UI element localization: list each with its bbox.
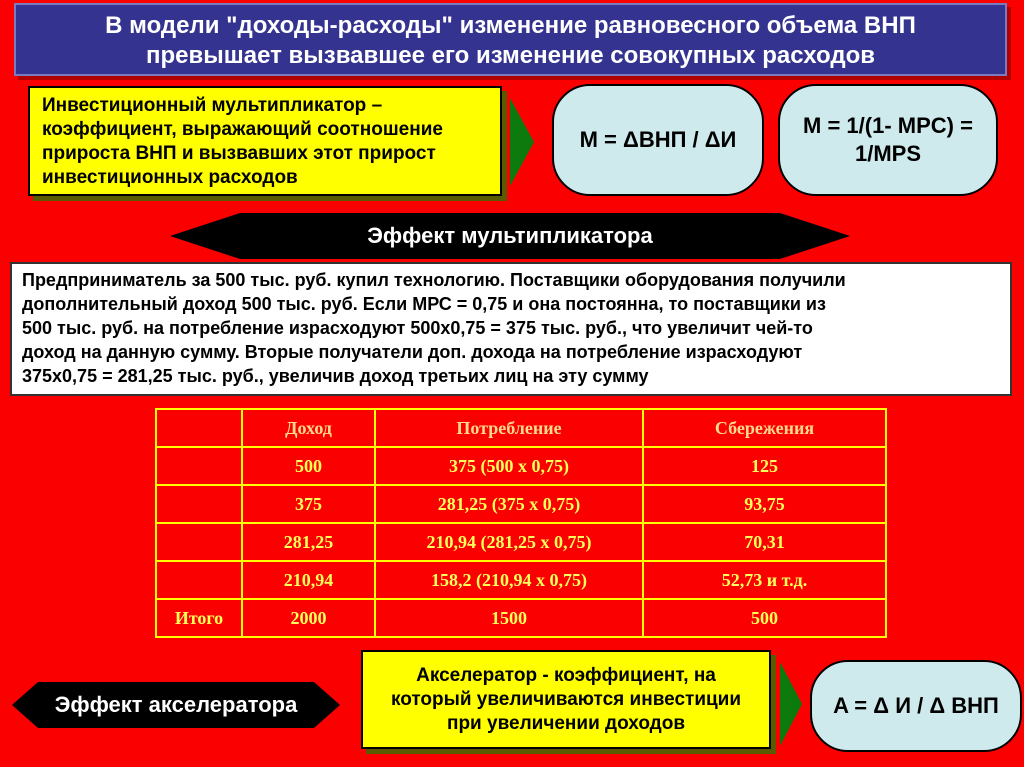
table-header-cell [156,409,242,447]
table-total-row [156,599,886,637]
paragraph-line1: Предприниматель за 500 тыс. руб. купил технологию. Поставщики оборудования получили [22,270,846,290]
table-cell: 2000 [242,599,375,637]
multiplier-mpc-line2: 1/MPS [854,141,921,166]
table-cell: 500 [643,599,886,637]
accelerator-formula [810,660,1022,752]
accelerator-effect-banner [12,682,340,728]
accelerator-line1: Акселератор - коэффициент, на [416,665,716,686]
paragraph-line2: дополнительный доход 500 тыс. руб. Если МРС = 0,75 и она постоянна, то поставщики из [22,294,826,314]
multiplier-table [155,408,887,638]
arrow-right-icon [510,98,534,186]
table-cell: 210,94 (281,25 х 0,75) [375,523,643,561]
table-cell: 281,25 (375 х 0,75) [375,485,643,523]
table-cell: 1500 [375,599,643,637]
accelerator-definition-box [361,650,771,749]
table-cell: 281,25 [242,523,375,561]
table-cell: 125 [643,447,886,485]
table-cell: 500 [242,447,375,485]
example-paragraph [10,262,1012,396]
table-cell: 158,2 (210,94 х 0,75) [375,561,643,599]
table-cell: 93,75 [643,485,886,523]
table-row [156,485,886,523]
accelerator-line3: при увеличении доходов [446,713,686,734]
multiplier-formula-text: M = ΔВНП / ΔИ [579,127,737,152]
table-row [156,561,886,599]
multiplier-mpc-formula [778,84,998,196]
table-cell: Итого [156,599,242,637]
multiplier-effect-label: Эффект мультипликатора [367,223,653,248]
accelerator-formula-text: A = Δ И / Δ ВНП [833,693,999,718]
arrow-right-icon [780,662,802,746]
definition-line2: коэффициент, выражающий соотношение [42,119,443,140]
multiplier-effect-banner [170,213,850,259]
multiplier-definition-box [28,86,502,196]
accelerator-effect-label: Эффект акселератора [54,692,298,717]
paragraph-line4: доход на данную сумму. Вторые получатели доп. дохода на потребление израсходуют [22,342,803,362]
table-cell [156,561,242,599]
table-cell [156,523,242,561]
table-cell [156,447,242,485]
paragraph-line3: 500 тыс. руб. на потребление израсходуют 500х0,75 = 375 тыс. руб., что увеличит чей-то [22,318,813,338]
multiplier-formula [552,84,764,196]
table-header-row [156,409,886,447]
table-cell: 52,73 и т.д. [643,561,886,599]
table-row [156,447,886,485]
table-header-cell: Потребление [375,409,643,447]
table-cell: 70,31 [643,523,886,561]
slide-title-line2: превышает вызвавшее его изменение совокупных расходов [145,42,876,69]
slide-title [14,3,1007,76]
table-cell: 210,94 [242,561,375,599]
table-row [156,523,886,561]
definition-line4: инвестиционных расходов [42,167,298,188]
table-header-cell: Сбережения [643,409,886,447]
multiplier-mpc-line1: M = 1/(1- MPC) = [803,113,973,138]
definition-line1: Инвестиционный мультипликатор – [42,95,383,116]
accelerator-line2: который увеличиваются инвестиции [390,689,742,710]
table-cell [156,485,242,523]
table-header-cell: Доход [242,409,375,447]
definition-line3: прироста ВНП и вызвавших этот прирост [42,143,436,164]
paragraph-line5: 375х0,75 = 281,25 тыс. руб., увеличив доход третьих лиц на эту сумму [22,366,649,386]
slide-title-line1: В модели "доходы-расходы" изменение равновесного объема ВНП [105,12,916,39]
table-cell: 375 (500 х 0,75) [375,447,643,485]
table-cell: 375 [242,485,375,523]
